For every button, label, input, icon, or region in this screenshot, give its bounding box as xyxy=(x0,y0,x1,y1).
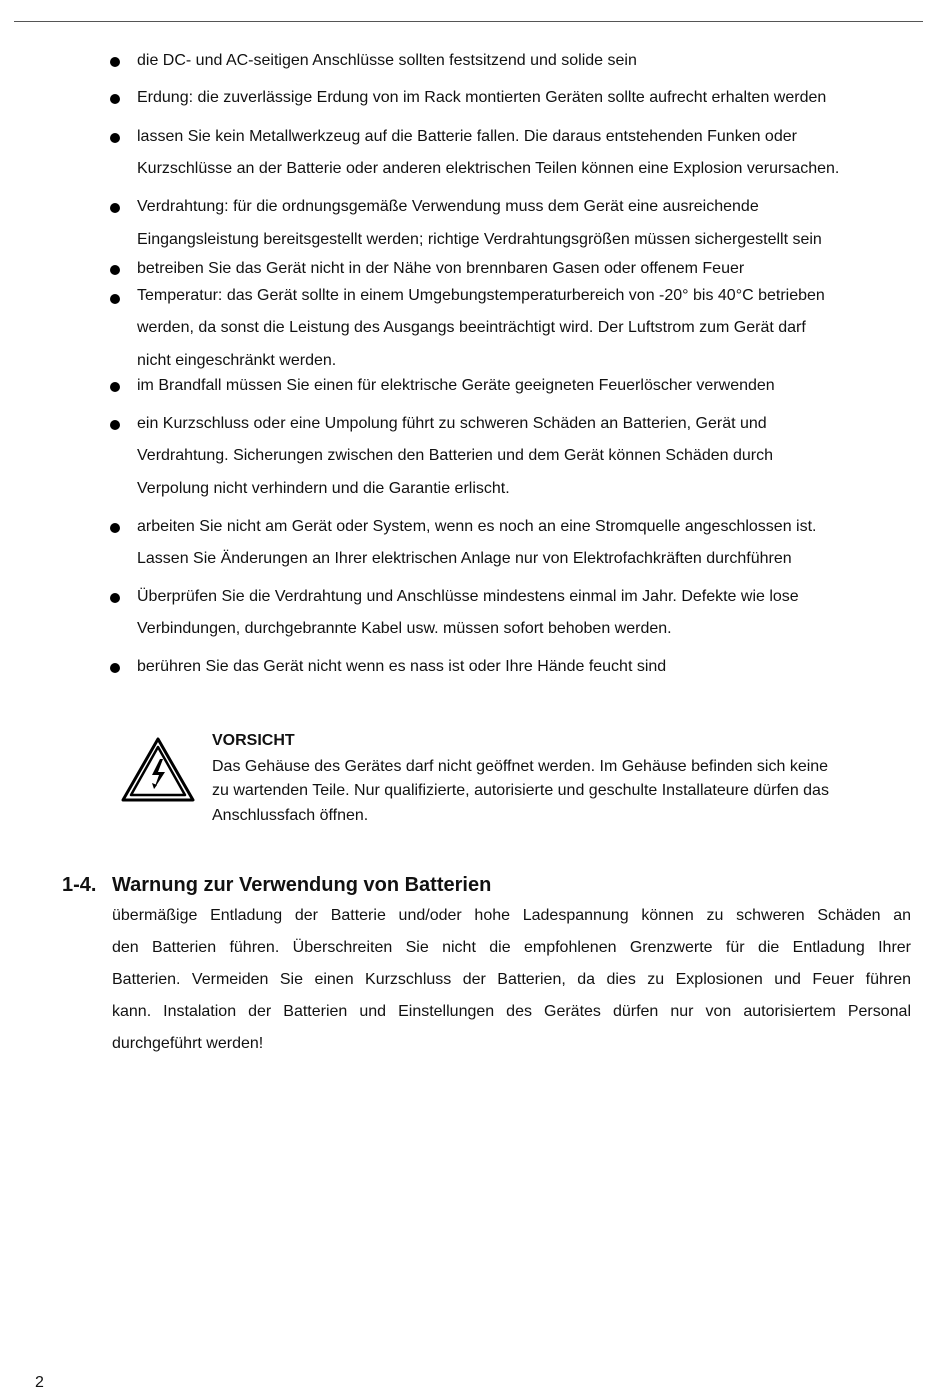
section-paragraph-line: kann. Instalation der Batterien und Einstellungen des Gerätes dürfen nur von autorisiertem Personal xyxy=(112,1003,911,1020)
bullet-text-line: berühren Sie das Gerät nicht wenn es nass ist oder Ihre Hände feucht sind xyxy=(137,658,667,675)
bullet-dot-icon xyxy=(110,593,120,603)
high-voltage-warning-icon xyxy=(121,737,195,803)
bullet-text-line: Verdrahtung: für die ordnungsgemäße Verwendung muss dem Gerät eine ausreichende xyxy=(137,198,759,215)
bullet-dot-icon xyxy=(110,203,120,213)
bullet-text-line: Eingangsleistung bereitsgestellt werden; richtige Verdrahtungsgrößen müssen sichergestellt sein xyxy=(137,231,822,248)
bullet-dot-icon xyxy=(110,663,120,673)
bullet-dot-icon xyxy=(110,382,120,392)
section-title: Warnung zur Verwendung von Batterien xyxy=(112,874,492,896)
bullet-text-line: Kurzschlüsse an der Batterie oder anderen elektrischen Teilen können eine Explosion verursachen. xyxy=(137,160,840,177)
bullet-dot-icon xyxy=(110,523,120,533)
page-number: 2 xyxy=(35,1374,44,1391)
section-heading xyxy=(62,872,491,898)
bullet-text-line: lassen Sie kein Metallwerkzeug auf die Batterie fallen. Die daraus entstehenden Funken oder xyxy=(137,128,797,145)
bullet-text-line: nicht eingeschränkt werden. xyxy=(137,352,337,369)
section-number: 1-4. xyxy=(62,874,97,896)
bullet-text-line: arbeiten Sie nicht am Gerät oder System, wenn es noch an eine Stromquelle angeschlossen ist. xyxy=(137,518,817,535)
caution-text-line: zu wartenden Teile. Nur qualifizierte, autorisierte und geschulte Installateure dürfen das xyxy=(212,782,829,799)
header-rule xyxy=(14,21,923,22)
section-paragraph-line: übermäßige Entladung der Batterie und/oder hohe Ladespannung können zu schweren Schäden an xyxy=(112,907,911,924)
caution-title: VORSICHT xyxy=(212,732,295,749)
bullet-text-line: die DC- und AC-seitigen Anschlüsse sollten festsitzend und solide sein xyxy=(137,52,637,69)
bullet-dot-icon xyxy=(110,265,120,275)
bullet-text-line: Erdung: die zuverlässige Erdung von im Rack montierten Geräten sollte aufrecht erhalten werden xyxy=(137,89,827,106)
bullet-dot-icon xyxy=(110,420,120,430)
section-paragraph-line: durchgeführt werden! xyxy=(112,1035,264,1052)
bullet-dot-icon xyxy=(110,294,120,304)
bullet-text-line: Verpolung nicht verhindern und die Garantie erlischt. xyxy=(137,480,510,497)
bullet-text-line: Lassen Sie Änderungen an Ihrer elektrischen Anlage nur von Elektrofachkräften durchführen xyxy=(137,550,792,567)
section-paragraph-line: Batterien. Vermeiden Sie einen Kurzschluss der Batterien, da dies zu Explosionen und Feuer führen xyxy=(112,971,911,988)
bullet-text-line: im Brandfall müssen Sie einen für elektrische Geräte geeigneten Feuerlöscher verwenden xyxy=(137,377,775,394)
bullet-text-line: betreiben Sie das Gerät nicht in der Nähe von brennbaren Gasen oder offenem Feuer xyxy=(137,260,745,277)
bullet-text-line: ein Kurzschluss oder eine Umpolung führt zu schweren Schäden an Batterien, Gerät und xyxy=(137,415,767,432)
caution-text-line: Anschlussfach öffnen. xyxy=(212,807,369,824)
bullet-text-line: Verdrahtung. Sicherungen zwischen den Batterien und dem Gerät können Schäden durch xyxy=(137,447,773,464)
bullet-text-line: Verbindungen, durchgebrannte Kabel usw. müssen sofort behoben werden. xyxy=(137,620,672,637)
bullet-text-line: Überprüfen Sie die Verdrahtung und Anschlüsse mindestens einmal im Jahr. Defekte wie lose xyxy=(137,588,799,605)
bullet-dot-icon xyxy=(110,94,120,104)
caution-text-line: Das Gehäuse des Gerätes darf nicht geöffnet werden. Im Gehäuse befinden sich keine xyxy=(212,758,829,775)
bullet-text-line: werden, da sonst die Leistung des Ausgangs beeinträchtigt wird. Der Luftstrom zum Gerät darf xyxy=(137,319,806,336)
bullet-text-line: Temperatur: das Gerät sollte in einem Umgebungstemperaturbereich von -20° bis 40°C betrieben xyxy=(137,287,825,304)
bullet-dot-icon xyxy=(110,57,120,67)
bullet-dot-icon xyxy=(110,133,120,143)
section-paragraph-line: den Batterien führen. Überschreiten Sie nicht die empfohlenen Grenzwerte für die Entladung Ihrer xyxy=(112,939,911,956)
